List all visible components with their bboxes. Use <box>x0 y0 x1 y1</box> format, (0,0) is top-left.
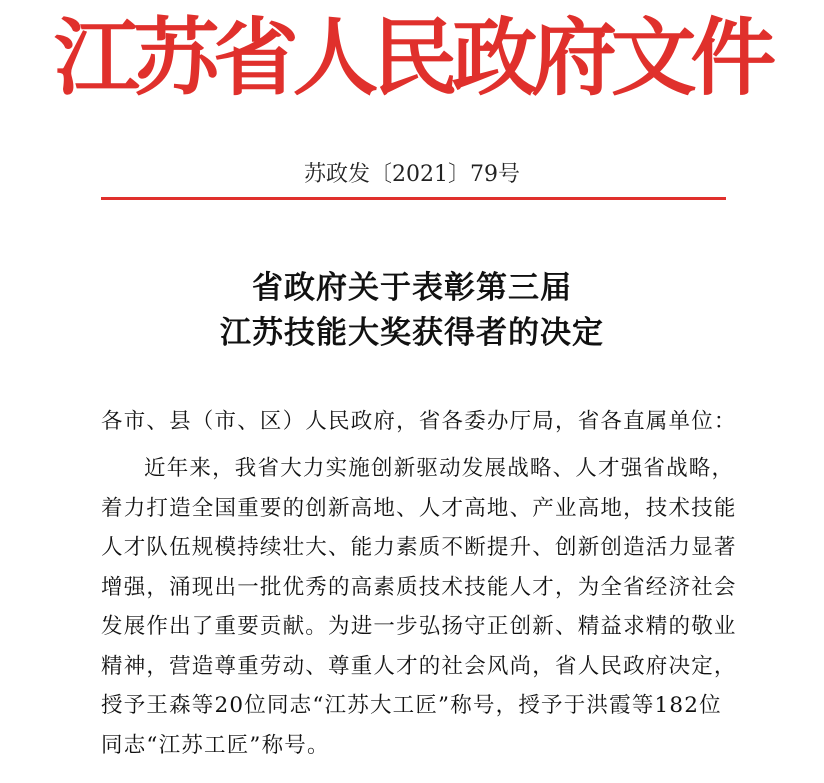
paragraph-line: 授予王森等20位同志“江苏大工匠”称号，授予于洪霞等182位 <box>101 693 722 718</box>
masthead-title: 江苏省人民政府文件 <box>53 8 771 107</box>
paragraph-line: 增强，涌现出一批优秀的高素质技术技能人才，为全省经济社会 <box>101 574 737 600</box>
salutation: 各市、县（市、区）人民政府，省各委办厅局，省各直属单位： <box>101 409 737 434</box>
paragraph-line: 同志“江苏工匠”称号。 <box>101 732 330 758</box>
paragraph-line: 近年来，我省大力实施创新驱动发展战略、人才强省战略， <box>144 456 735 481</box>
document-title-line-2: 江苏技能大奖获得者的决定 <box>220 315 604 351</box>
body-paragraph <box>101 449 737 765</box>
paragraph-line: 发展作出了重要贡献。为进一步弘扬守正创新、精益求精的敬业 <box>101 614 737 639</box>
document-number: 苏政发〔2021〕79号 <box>304 162 520 187</box>
document-title-line-1: 省政府关于表彰第三届 <box>252 270 572 306</box>
paragraph-line: 精神，营造尊重劳动、尊重人才的社会风尚，省人民政府决定， <box>101 653 737 679</box>
red-divider-line <box>101 197 726 200</box>
paragraph-line: 人才队伍规模持续壮大、能力素质不断提升、创新创造活力显著 <box>101 535 737 560</box>
paragraph-line: 着力打造全国重要的创新高地、人才高地、产业高地，技术技能 <box>101 495 737 521</box>
